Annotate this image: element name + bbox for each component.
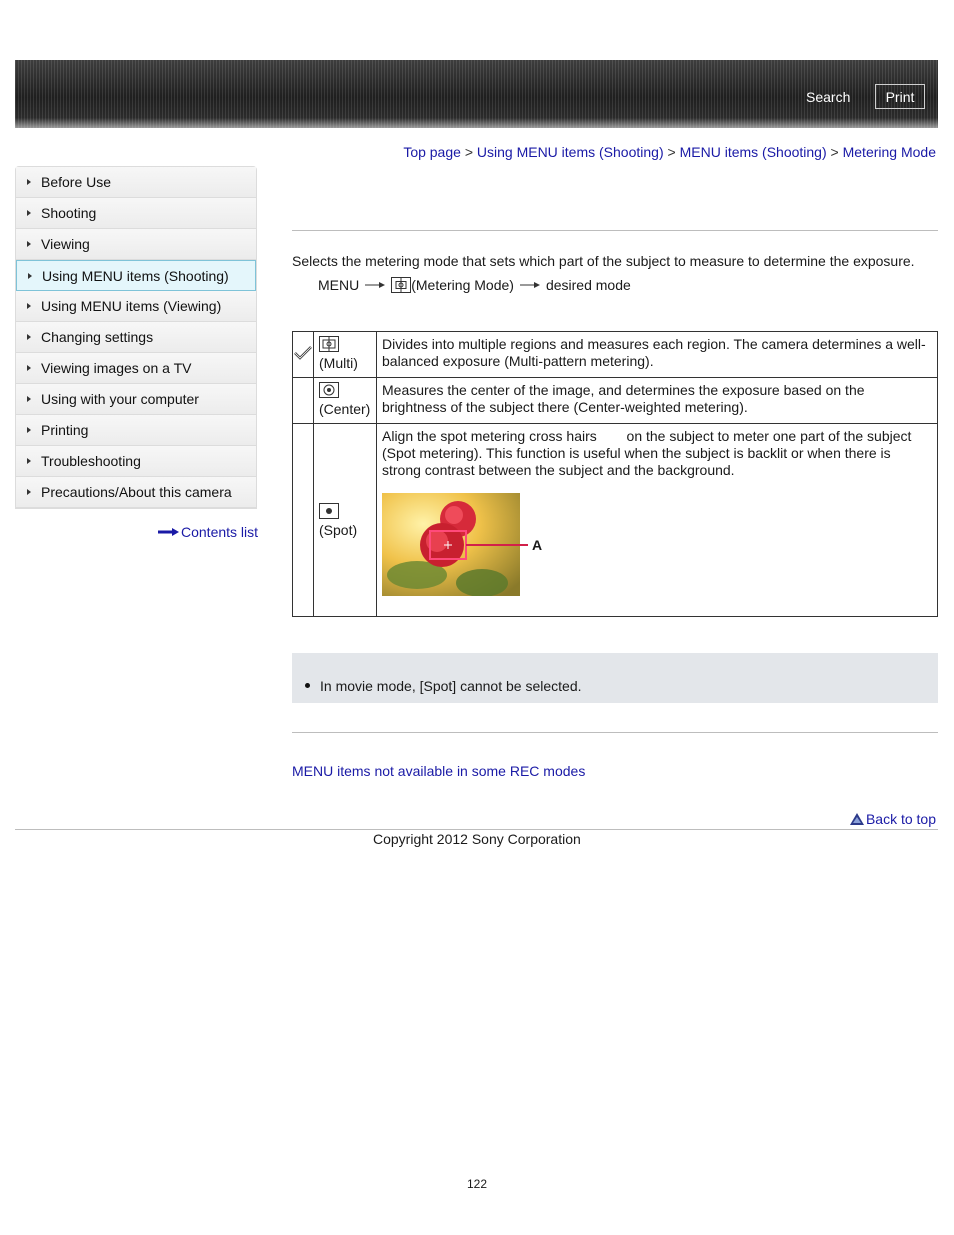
menu-item-label: (Metering Mode)	[411, 277, 514, 293]
sidebar-item-viewing[interactable]	[16, 229, 256, 260]
print-button[interactable]: Print	[875, 84, 925, 109]
triangle-right-icon	[27, 179, 31, 185]
sidebar-item-shooting[interactable]	[16, 198, 256, 229]
triangle-up-icon	[850, 813, 864, 825]
divider	[292, 732, 938, 733]
sidebar-nav	[15, 166, 257, 509]
mode-description: Measures the center of the image, and determines the exposure based on the brightness of the subject there (Center-weighted metering).	[377, 378, 938, 424]
intro-text: Selects the metering mode that sets which part of the subject to measure to determine the exposure.	[292, 253, 915, 269]
back-to-top-link[interactable]	[850, 811, 936, 827]
mode-cell	[314, 424, 377, 617]
multi-metering-icon	[319, 336, 339, 352]
spot-example-figure	[382, 493, 932, 596]
page-number: 122	[466, 1177, 488, 1191]
sidebar-item-printing[interactable]	[16, 415, 256, 446]
flower-photo-illustration	[382, 493, 552, 596]
back-to-top-label: Back to top	[865, 811, 936, 827]
breadcrumb-menu-items-shooting[interactable]: MENU items (Shooting)	[679, 144, 827, 160]
sidebar-item-label: Using MENU items (Shooting)	[42, 267, 229, 284]
mode-description: on the subject to meter one part of the subject (Spot metering). This function is useful when the subject is backlit or when there is strong contrast between the subject and the background.	[382, 428, 912, 478]
related-link[interactable]: MENU items not available in some REC modes	[292, 763, 586, 779]
breadcrumb-top-page[interactable]: Top page	[403, 144, 461, 160]
mode-cell	[314, 332, 377, 378]
sidebar-item-viewing-tv[interactable]	[16, 353, 256, 384]
breadcrumb-separator: >	[464, 144, 473, 160]
center-metering-icon	[319, 382, 339, 398]
sidebar-item-label: Shooting	[41, 205, 97, 221]
triangle-right-icon	[27, 241, 31, 247]
breadcrumb-metering-mode[interactable]: Metering Mode	[842, 144, 936, 160]
checkmark-icon	[293, 345, 313, 361]
selected-cell	[293, 424, 314, 617]
search-link[interactable]: Search	[806, 89, 851, 105]
sidebar-item-label: Troubleshooting	[41, 453, 141, 469]
mode-description-cell	[377, 424, 938, 617]
sidebar-item-label: Precautions/About this camera	[41, 484, 232, 500]
note-text: In movie mode, [Spot] cannot be selected.	[320, 678, 582, 694]
selected-cell	[293, 378, 314, 424]
mode-description: Divides into multiple regions and measures each region. The camera determines a well-balanced exposure (Multi-pattern metering).	[377, 332, 938, 378]
spot-metering-icon	[319, 503, 339, 519]
sidebar-item-changing-settings[interactable]	[16, 322, 256, 353]
note-box	[292, 653, 938, 703]
sidebar-item-precautions[interactable]	[16, 477, 256, 508]
bullet-icon	[305, 683, 310, 688]
copyright-text: Copyright 2012 Sony Corporation	[373, 831, 581, 847]
contents-list-link[interactable]	[158, 524, 258, 540]
sidebar-item-label: Changing settings	[41, 329, 154, 345]
table-row	[293, 424, 938, 617]
metering-mode-table	[292, 331, 938, 617]
sidebar-item-label: Viewing	[41, 236, 90, 252]
mode-cell	[314, 378, 377, 424]
menu-path	[318, 277, 631, 293]
sidebar-item-label: Before Use	[41, 174, 112, 190]
triangle-right-icon	[27, 427, 31, 433]
sidebar-item-before-use[interactable]	[16, 167, 256, 198]
triangle-right-icon	[27, 303, 31, 309]
arrow-right-icon	[158, 528, 179, 536]
mode-label: (Spot)	[319, 521, 358, 538]
triangle-right-icon	[28, 273, 32, 279]
triangle-right-icon	[27, 334, 31, 340]
header-bar	[15, 60, 938, 128]
breadcrumb-separator: >	[830, 144, 839, 160]
breadcrumb-separator: >	[667, 144, 676, 160]
breadcrumb-using-menu-shooting[interactable]: Using MENU items (Shooting)	[476, 144, 664, 160]
sidebar-item-computer[interactable]	[16, 384, 256, 415]
callout-label: A	[532, 537, 543, 553]
menu-target-label: desired mode	[545, 277, 631, 293]
breadcrumb	[403, 144, 936, 160]
selected-cell	[293, 332, 314, 378]
metering-mode-icon	[391, 277, 411, 293]
footer-divider	[15, 829, 938, 830]
sidebar-item-label: Using MENU items (Viewing)	[41, 298, 222, 314]
sidebar-item-label: Using with your computer	[41, 391, 199, 407]
triangle-right-icon	[27, 396, 31, 402]
menu-label: MENU	[318, 277, 360, 293]
triangle-right-icon	[27, 365, 31, 371]
sidebar-item-label: Viewing images on a TV	[41, 360, 192, 376]
arrow-right-icon	[365, 282, 385, 288]
mode-label: (Multi)	[319, 355, 358, 371]
sidebar-item-using-menu-shooting[interactable]	[16, 260, 256, 291]
mode-label: (Center)	[319, 401, 371, 417]
divider	[292, 230, 938, 231]
triangle-right-icon	[27, 210, 31, 216]
contents-list-label: Contents list	[181, 524, 259, 540]
sidebar-item-label: Printing	[41, 422, 89, 438]
table-row	[293, 332, 938, 378]
table-row	[293, 378, 938, 424]
mode-description: Align the spot metering cross hairs	[382, 428, 597, 444]
sidebar-item-using-menu-viewing[interactable]	[16, 291, 256, 322]
arrow-right-icon	[520, 282, 540, 288]
triangle-right-icon	[27, 458, 31, 464]
triangle-right-icon	[27, 489, 31, 495]
sidebar-item-troubleshooting[interactable]	[16, 446, 256, 477]
